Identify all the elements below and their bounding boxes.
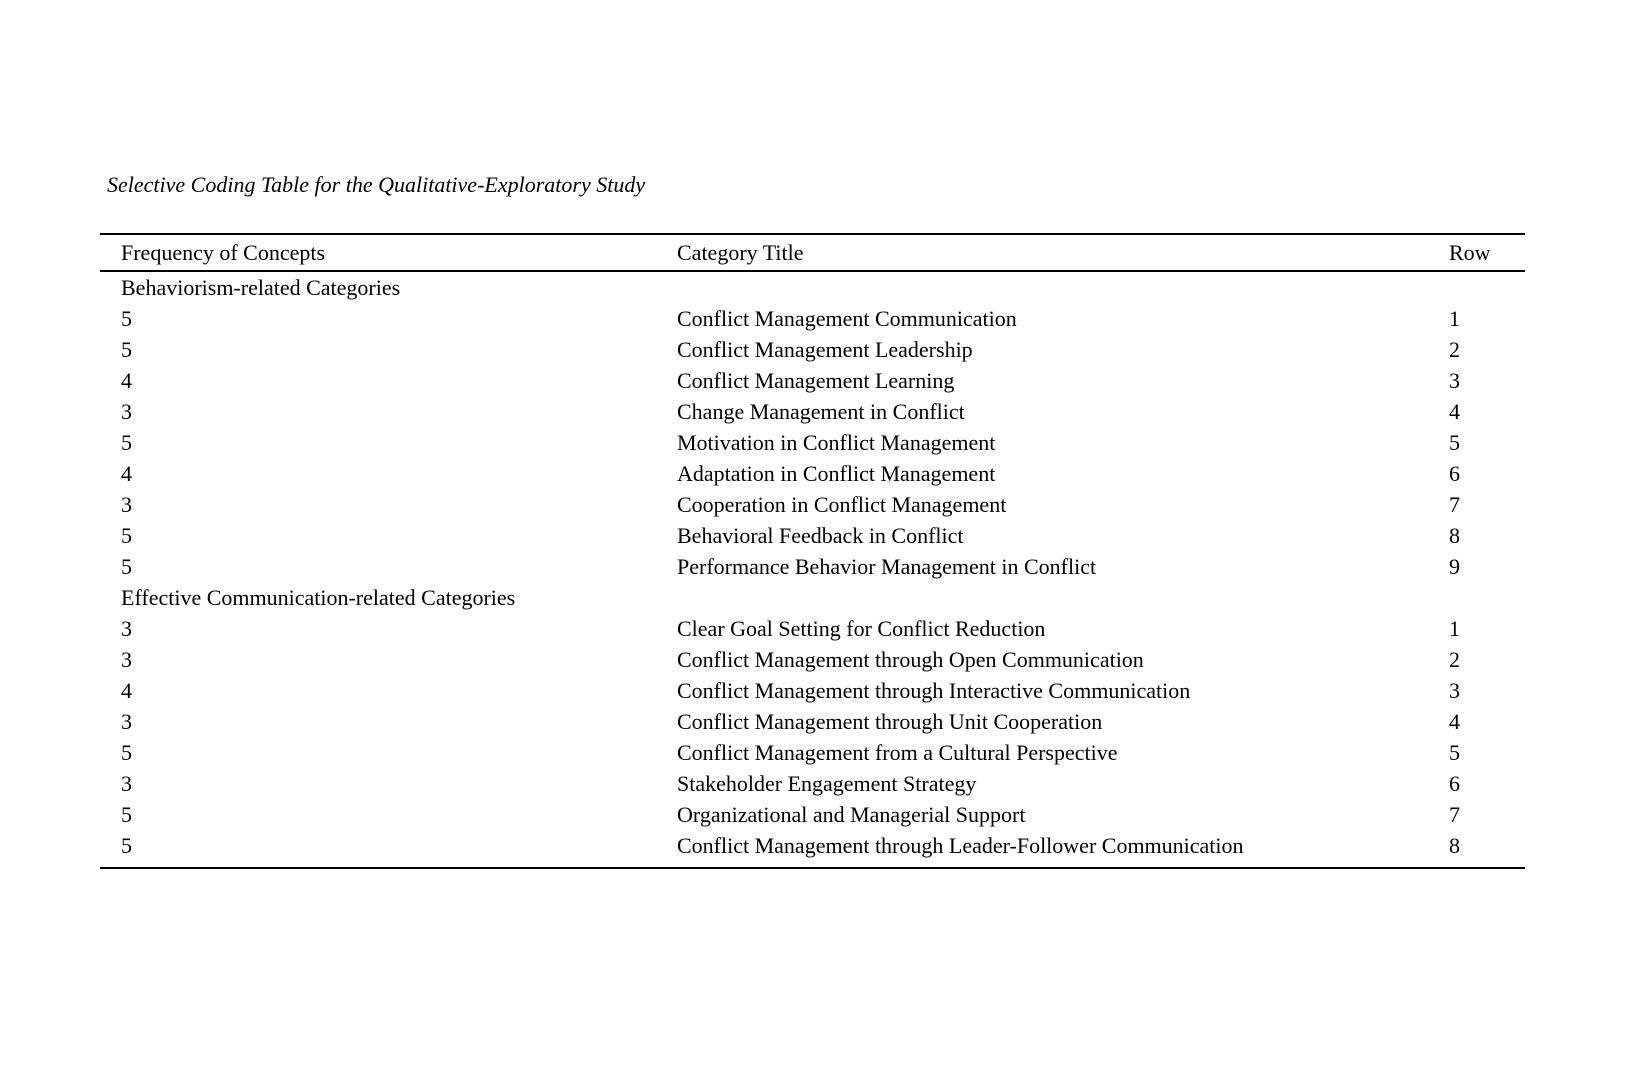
frequency-cell: 5 — [121, 833, 132, 858]
frequency-cell: 5 — [121, 554, 132, 579]
frequency-cell: 5 — [121, 523, 132, 548]
table-row — [100, 365, 1525, 396]
frequency-cell: 3 — [121, 709, 132, 734]
category-title-cell: Adaptation in Conflict Management — [677, 461, 996, 486]
column-header-row-number: Row — [1449, 234, 1525, 271]
column-header-frequency: Frequency of Concepts — [100, 234, 677, 271]
frequency-cell: 5 — [121, 430, 132, 455]
table-row — [100, 613, 1525, 644]
frequency-cell: 3 — [121, 399, 132, 424]
category-title-cell: Organizational and Managerial Support — [677, 802, 1026, 827]
frequency-cell: 3 — [121, 771, 132, 796]
frequency-cell: 4 — [121, 368, 132, 393]
row-number-cell: 6 — [1449, 461, 1460, 486]
column-header-row — [100, 234, 1525, 271]
row-number-cell: 2 — [1449, 337, 1460, 362]
table-row — [100, 427, 1525, 458]
row-number-cell: 5 — [1449, 740, 1460, 765]
row-number-cell: 4 — [1449, 399, 1460, 424]
table-row — [100, 737, 1525, 768]
row-number-cell: 5 — [1449, 430, 1460, 455]
table-row — [100, 458, 1525, 489]
row-number-cell: 2 — [1449, 647, 1460, 672]
table-row — [100, 768, 1525, 799]
table-body — [100, 271, 1525, 868]
row-number-cell: 1 — [1449, 306, 1460, 331]
category-title-cell: Clear Goal Setting for Conflict Reduction — [677, 616, 1046, 641]
category-title-cell: Cooperation in Conflict Management — [677, 492, 1007, 517]
table-row — [100, 396, 1525, 427]
table-row — [100, 799, 1525, 830]
row-number-cell: 9 — [1449, 554, 1460, 579]
frequency-cell: 3 — [121, 647, 132, 672]
category-title-cell: Performance Behavior Management in Conflict — [677, 554, 1097, 579]
category-title-cell: Conflict Management through Interactive Communication — [677, 678, 1191, 703]
category-title-cell: Stakeholder Engagement Strategy — [677, 771, 977, 796]
row-number-cell: 4 — [1449, 709, 1460, 734]
frequency-cell: 4 — [121, 461, 132, 486]
column-header-category: Category Title — [677, 234, 1449, 271]
table-title: Selective Coding Table for the Qualitative-Exploratory Study — [107, 172, 646, 197]
section-header-label: Behaviorism-related Categories — [121, 275, 401, 300]
row-number-cell: 6 — [1449, 771, 1460, 796]
table-row — [100, 644, 1525, 675]
selective-coding-table — [100, 233, 1525, 869]
category-title-cell: Change Management in Conflict — [677, 399, 965, 424]
table-row — [100, 551, 1525, 582]
section-header-label: Effective Communication-related Categories — [121, 585, 516, 610]
category-title-cell: Conflict Management through Leader-Follower Communication — [677, 833, 1244, 858]
table-row — [100, 830, 1525, 861]
frequency-cell: 5 — [121, 337, 132, 362]
category-title-cell: Conflict Management through Unit Cooperation — [677, 709, 1103, 734]
row-number-cell: 3 — [1449, 368, 1460, 393]
section-header-row — [100, 582, 1525, 613]
table-bottom-spacer — [100, 861, 1525, 868]
frequency-cell: 3 — [121, 616, 132, 641]
category-title-cell: Conflict Management Learning — [677, 368, 955, 393]
frequency-cell: 4 — [121, 678, 132, 703]
category-title-cell: Conflict Management from a Cultural Perspective — [677, 740, 1118, 765]
category-title-cell: Conflict Management Communication — [677, 306, 1017, 331]
row-number-cell: 3 — [1449, 678, 1460, 703]
category-title-cell: Behavioral Feedback in Conflict — [677, 523, 964, 548]
table-row — [100, 520, 1525, 551]
row-number-cell: 7 — [1449, 802, 1460, 827]
category-title-cell: Conflict Management Leadership — [677, 337, 973, 362]
section-header-row — [100, 271, 1525, 303]
table-row — [100, 303, 1525, 334]
row-number-cell: 8 — [1449, 833, 1460, 858]
row-number-cell: 7 — [1449, 492, 1460, 517]
frequency-cell: 5 — [121, 802, 132, 827]
category-title-cell: Conflict Management through Open Communication — [677, 647, 1144, 672]
spacer-cell — [100, 861, 1525, 868]
frequency-cell: 5 — [121, 306, 132, 331]
table-row — [100, 675, 1525, 706]
frequency-cell: 5 — [121, 740, 132, 765]
frequency-cell: 3 — [121, 492, 132, 517]
category-title-cell: Motivation in Conflict Management — [677, 430, 996, 455]
row-number-cell: 8 — [1449, 523, 1460, 548]
table-row — [100, 489, 1525, 520]
table-row — [100, 706, 1525, 737]
row-number-cell: 1 — [1449, 616, 1460, 641]
table-row — [100, 334, 1525, 365]
